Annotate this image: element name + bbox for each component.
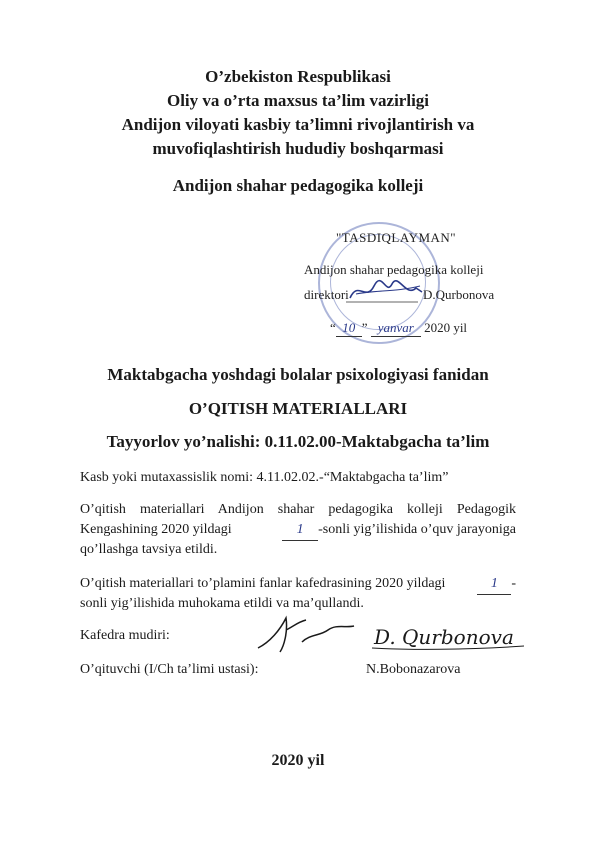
- college-name: Andijon shahar pedagogika kolleji: [172, 176, 424, 195]
- para2-line-1-end: -: [511, 576, 516, 591]
- approval-date-year: 2020 yil: [424, 320, 468, 335]
- para1-line-3: qo’llashga tavsiya etildi.: [80, 542, 218, 557]
- dept-head-signature: [250, 612, 360, 656]
- para1-line-2-end: -sonli yig’ilishida o’quv jarayoniga: [318, 522, 516, 537]
- approval-date: “ 10 ” yanvar 2020 yil: [330, 320, 468, 335]
- para1-session-number: 1: [282, 520, 318, 541]
- para2-line-1: [80, 574, 516, 595]
- ministry-header-line-1: O’zbekiston Respublikasi: [205, 67, 391, 86]
- director-name: D.Qurbonova: [423, 287, 495, 302]
- subject-title: Maktabgacha yoshdagi bolalar psixologiyasi fanidan: [107, 365, 489, 384]
- document-title: O’QITISH MATERIALLARI: [188, 399, 408, 418]
- approval-date-day: 10: [336, 320, 362, 337]
- ministry-header-line-2: Oliy va o’rta maxsus ta’lim vazirligi: [166, 91, 430, 110]
- svg-text:D. Qurbonova: D. Qurbonova: [374, 625, 514, 649]
- ministry-header-line-4: muvofiqlashtirish hududiy boshqarmasi: [152, 139, 444, 158]
- approval-date-month: yanvar: [371, 320, 421, 337]
- teacher-name: N.Bobonazarova: [366, 662, 461, 677]
- dept-head-name-signature: [368, 620, 528, 654]
- dept-head-label: Kafedra mudiri:: [80, 628, 170, 643]
- teacher-label: O’qituvchi (I/Ch ta’limi ustasi):: [80, 662, 259, 677]
- approval-title: "TASDIQLAYMAN": [336, 230, 457, 245]
- para1-line-2-start: Kengashining 2020 yildagi: [80, 522, 232, 537]
- ministry-header-line-3: Andijon viloyati kasbiy ta’limni rivojlantirish va: [121, 115, 475, 134]
- direction-line: Tayyorlov yo’nalishi: 0.11.02.00-Maktabgacha ta’lim: [106, 432, 490, 451]
- approval-org: Andijon shahar pedagogika kolleji: [304, 262, 484, 277]
- specialty-line: Kasb yoki mutaxassislik nomi: 4.11.02.02.-“Maktabgacha ta’lim”: [80, 470, 449, 485]
- para2-session-number: 1: [477, 574, 511, 595]
- footer-year: 2020 yil: [271, 752, 325, 769]
- approval-role: direktori: [304, 287, 349, 302]
- para1-line-2: [80, 520, 516, 541]
- para2-line-2: sonli yig’ilishida muhokama etildi va ma’qullandi.: [80, 596, 364, 611]
- director-signature: [346, 276, 426, 306]
- para2-line-1-start: O’qitish materiallari to’plamini fanlar kafedrasining 2020 yildagi: [80, 576, 446, 591]
- para1-line-1: O’qitish materiallari Andijon shahar pedagogika kolleji Pedagogik: [80, 502, 516, 517]
